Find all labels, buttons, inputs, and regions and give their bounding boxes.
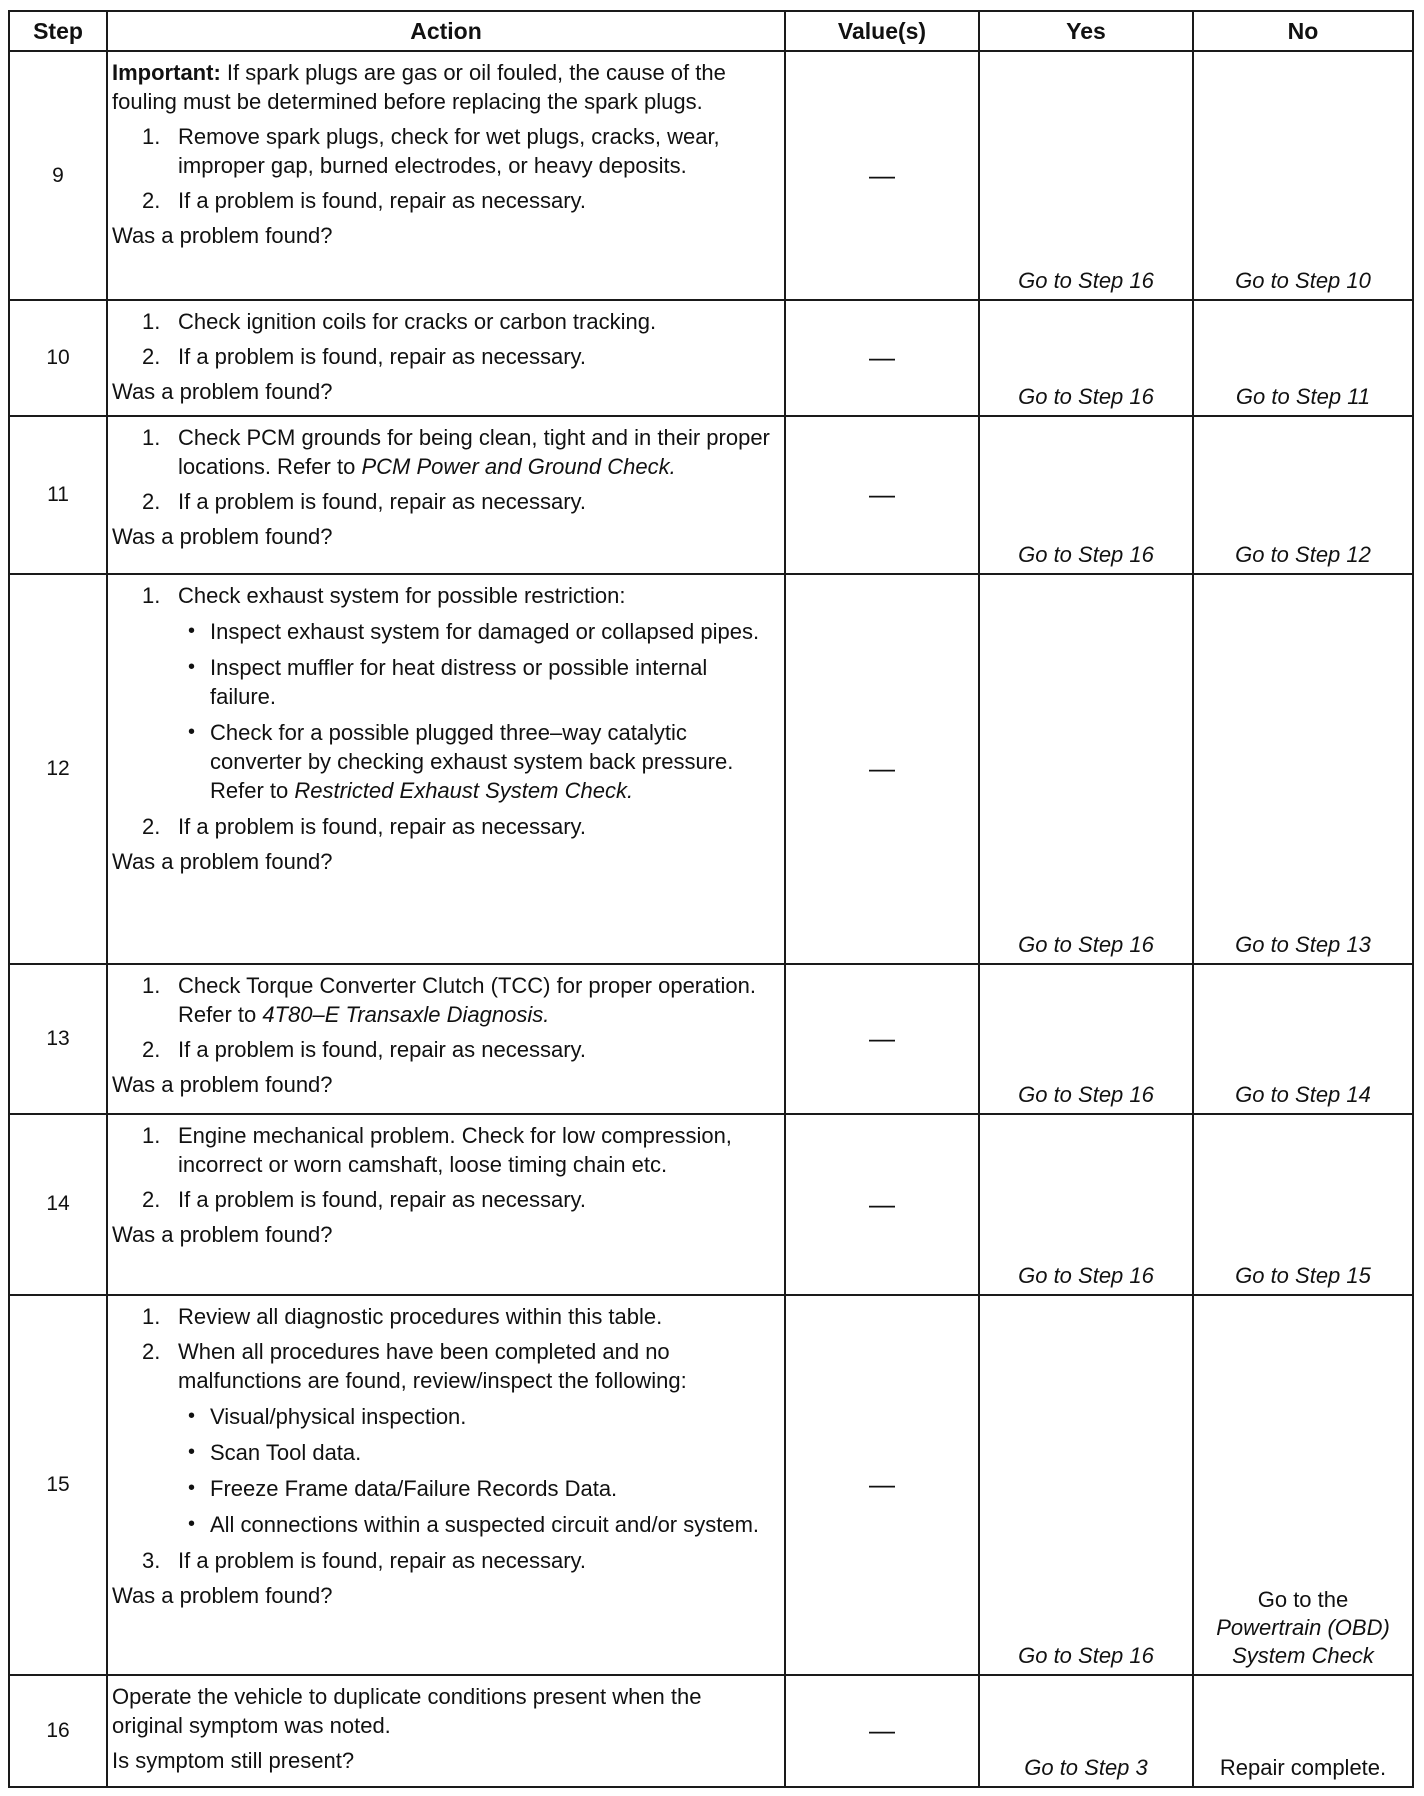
important-note [112,58,776,116]
action-step: 1. Check PCM grounds for being clean, tight and in their proper locations. Refer to PCM Power and Ground Check. [142,424,770,479]
no-cell: Go to Step 11 [1193,300,1413,415]
action-step-text: Engine mechanical problem. Check for low compression, incorrect or worn camshaft, loose timing chain etc. [178,1122,732,1177]
action-step-text: Review all diagnostic procedures within this table. [178,1303,663,1329]
action-text: Operate the vehicle to duplicate conditions present when the original symptom was noted. [112,1683,702,1738]
table-row-step-14 [9,1114,1413,1295]
no-cell: Go to Step 12 [1193,416,1413,574]
bullet-item: • Inspect muffler for heat distress or possible internal failure. [188,654,708,709]
value-cell: — [785,574,979,965]
action-steps [112,307,776,371]
value-cell: — [785,300,979,415]
action-step-text: Check ignition coils for cracks or carbon tracking. [178,309,657,335]
action-steps [112,1302,776,1575]
step-number: 14 [9,1114,107,1295]
bullet-item: • Freeze Frame data/Failure Records Data. [188,1475,618,1501]
step-number: 15 [9,1295,107,1675]
action-step: 1. Review all diagnostic procedures within this table. [142,1303,663,1329]
action-cell [107,51,785,300]
value-cell: — [785,416,979,574]
table-row-step-15 [9,1295,1413,1675]
value-cell: — [785,1114,979,1295]
important-label: Important: [112,60,221,85]
value-cell: — [785,1295,979,1675]
action-step-text: If a problem is found, repair as necessary. [178,1547,587,1573]
header-step: Step [9,11,107,51]
action-cell [107,416,785,574]
action-step: 1. Check Torque Converter Clutch (TCC) for proper operation. Refer to 4T80–E Transaxle Diagnosis. [142,973,756,1028]
bullet-item: • Inspect exhaust system for damaged or collapsed pipes. [188,618,760,644]
question: Was a problem found? [112,848,333,874]
action-step: 2. If a problem is found, repair as necessary. [142,344,587,370]
header-row [9,11,1413,51]
bullet-text: Check for a possible plugged three–way catalytic converter by checking exhaust system back pressure. Refer to [210,719,734,803]
step-number: 11 [9,416,107,574]
bullet-text: Inspect exhaust system for damaged or collapsed pipes. [210,618,760,644]
action-cell [107,574,785,965]
question: Was a problem found? [112,379,333,405]
action-steps [112,423,776,516]
table-row-step-12 [9,574,1413,965]
action-step-text: When all procedures have been completed and no malfunctions are found, review/inspect the following: [178,1338,687,1393]
action-step-text: If a problem is found, repair as necessary. [178,344,587,370]
action-step-text: Check exhaust system for possible restriction: [178,582,626,608]
action-step-text: Check Torque Converter Clutch (TCC) for proper operation. Refer to [178,973,756,1028]
action-step: 1. Engine mechanical problem. Check for low compression, incorrect or worn camshaft, loose timing chain etc. [142,1122,732,1177]
question: Was a problem found? [112,1582,333,1608]
bullet-item: • All connections within a suspected circuit and/or system. [188,1511,760,1537]
bullet-text: Freeze Frame data/Failure Records Data. [210,1475,618,1501]
question: Was a problem found? [112,1221,333,1247]
bullet-text: All connections within a suspected circuit and/or system. [210,1511,760,1537]
action-step: 3. If a problem is found, repair as necessary. [142,1547,587,1573]
action-steps [112,1121,776,1214]
action-step: 2. If a problem is found, repair as necessary. [142,813,587,839]
action-step: 1. Remove spark plugs, check for wet plugs, cracks, wear, improper gap, burned electrodes, or heavy deposits. [142,124,720,178]
action-step-text: If a problem is found, repair as necessary. [178,1037,587,1063]
yes-cell: Go to Step 16 [979,51,1193,300]
table-row-step-10 [9,300,1413,415]
action-cell [107,1114,785,1295]
question: Is symptom still present? [112,1747,355,1773]
step-number: 9 [9,51,107,300]
action-step: 2. When all procedures have been completed and no malfunctions are found, review/inspect the following: • Visual/physical inspection. • Scan Tool data. • Freeze Frame data/Failure Records Data. • All connections within a suspected circuit and/or system. [112,1337,776,1539]
step-number: 16 [9,1675,107,1787]
action-steps [112,971,776,1064]
step-number: 10 [9,300,107,415]
bullet-text: Scan Tool data. [210,1439,362,1465]
header-no: No [1193,11,1413,51]
action-cell [107,1295,785,1675]
reference-link[interactable]: PCM Power and Ground Check. [361,453,676,479]
reference-link[interactable]: 4T80–E Transaxle Diagnosis. [262,1002,550,1028]
action-step-text: If a problem is found, repair as necessary. [178,488,587,514]
action-cell [107,964,785,1114]
yes-cell: Go to Step 16 [979,1295,1193,1675]
no-cell: Go to Step 10 [1193,51,1413,300]
bullet-item: • Scan Tool data. [188,1439,362,1465]
action-step: 1. Check ignition coils for cracks or carbon tracking. [142,309,657,335]
bullet-item: • Visual/physical inspection. [188,1403,467,1429]
diagnostic-table [8,10,1414,1788]
yes-cell: Go to Step 16 [979,1114,1193,1295]
yes-cell: Go to Step 3 [979,1675,1193,1787]
no-cell: Repair complete. [1193,1675,1413,1787]
value-cell: — [785,964,979,1114]
no-cell: Go to Step 15 [1193,1114,1413,1295]
value-cell: — [785,1675,979,1787]
no-cell: Go to Step 14 [1193,964,1413,1114]
yes-cell: Go to Step 16 [979,574,1193,965]
no-prefix: Go to the [1257,1586,1349,1612]
header-action: Action [107,11,785,51]
action-step: 2. If a problem is found, repair as necessary. [142,188,587,213]
step-number: 12 [9,574,107,965]
action-step-text: If a problem is found, repair as necessary. [178,813,587,839]
table-row-step-16 [9,1675,1413,1787]
important-text: If spark plugs are gas or oil fouled, the cause of the fouling must be determined before replacing the spark plugs. [112,60,726,114]
no-cell: Go to Step 13 [1193,574,1413,965]
reference-link[interactable]: Powertrain (OBD) System Check [1216,1614,1390,1668]
header-values: Value(s) [785,11,979,51]
bullet-item: • Check for a possible plugged three–way catalytic converter by checking exhaust system back pressure. Refer to Restricted Exhaust System Check. [188,719,734,803]
yes-cell: Go to Step 16 [979,416,1193,574]
action-step: 2. If a problem is found, repair as necessary. [142,1037,587,1063]
bullet-text: Visual/physical inspection. [210,1403,467,1429]
table-row-step-11 [9,416,1413,574]
value-cell: — [785,51,979,300]
action-step: 2. If a problem is found, repair as necessary. [142,488,587,514]
action-step: 1. Check exhaust system for possible restriction: • Inspect exhaust system for damaged or collapsed pipes. • Inspect muffler for heat distress or possible internal failure. • Check for a possible plugged three–way catalytic converter by checking exhaust system back pressure. Refer to Restricted Exhaust System Check. [112,581,776,805]
action-cell [107,300,785,415]
action-step-text: Check PCM grounds for being clean, tight and in their proper locations. Refer to [178,424,770,479]
action-step-text: Remove spark plugs, check for wet plugs, cracks, wear, improper gap, burned electrodes, or heavy deposits. [178,124,720,178]
bullet-list [178,1402,776,1539]
diagnostic-table-sheet [8,10,1412,1788]
action-step: 2. If a problem is found, repair as necessary. [142,1186,587,1212]
question: Was a problem found? [112,223,333,248]
yes-cell: Go to Step 16 [979,300,1193,415]
question: Was a problem found? [112,1072,333,1098]
action-step-text: If a problem is found, repair as necessary. [178,188,587,213]
action-steps [112,581,776,841]
header-yes: Yes [979,11,1193,51]
action-step-text: If a problem is found, repair as necessary. [178,1186,587,1212]
bullet-text: Inspect muffler for heat distress or possible internal failure. [210,654,708,709]
yes-cell: Go to Step 16 [979,964,1193,1114]
question: Was a problem found? [112,523,333,549]
table-row-step-13 [9,964,1413,1114]
no-cell [1193,1295,1413,1675]
step-number: 13 [9,964,107,1114]
action-steps [112,122,776,215]
bullet-list [178,617,776,805]
reference-link[interactable]: Restricted Exhaust System Check. [294,777,634,803]
table-row-step-9 [9,51,1413,300]
action-cell [107,1675,785,1787]
